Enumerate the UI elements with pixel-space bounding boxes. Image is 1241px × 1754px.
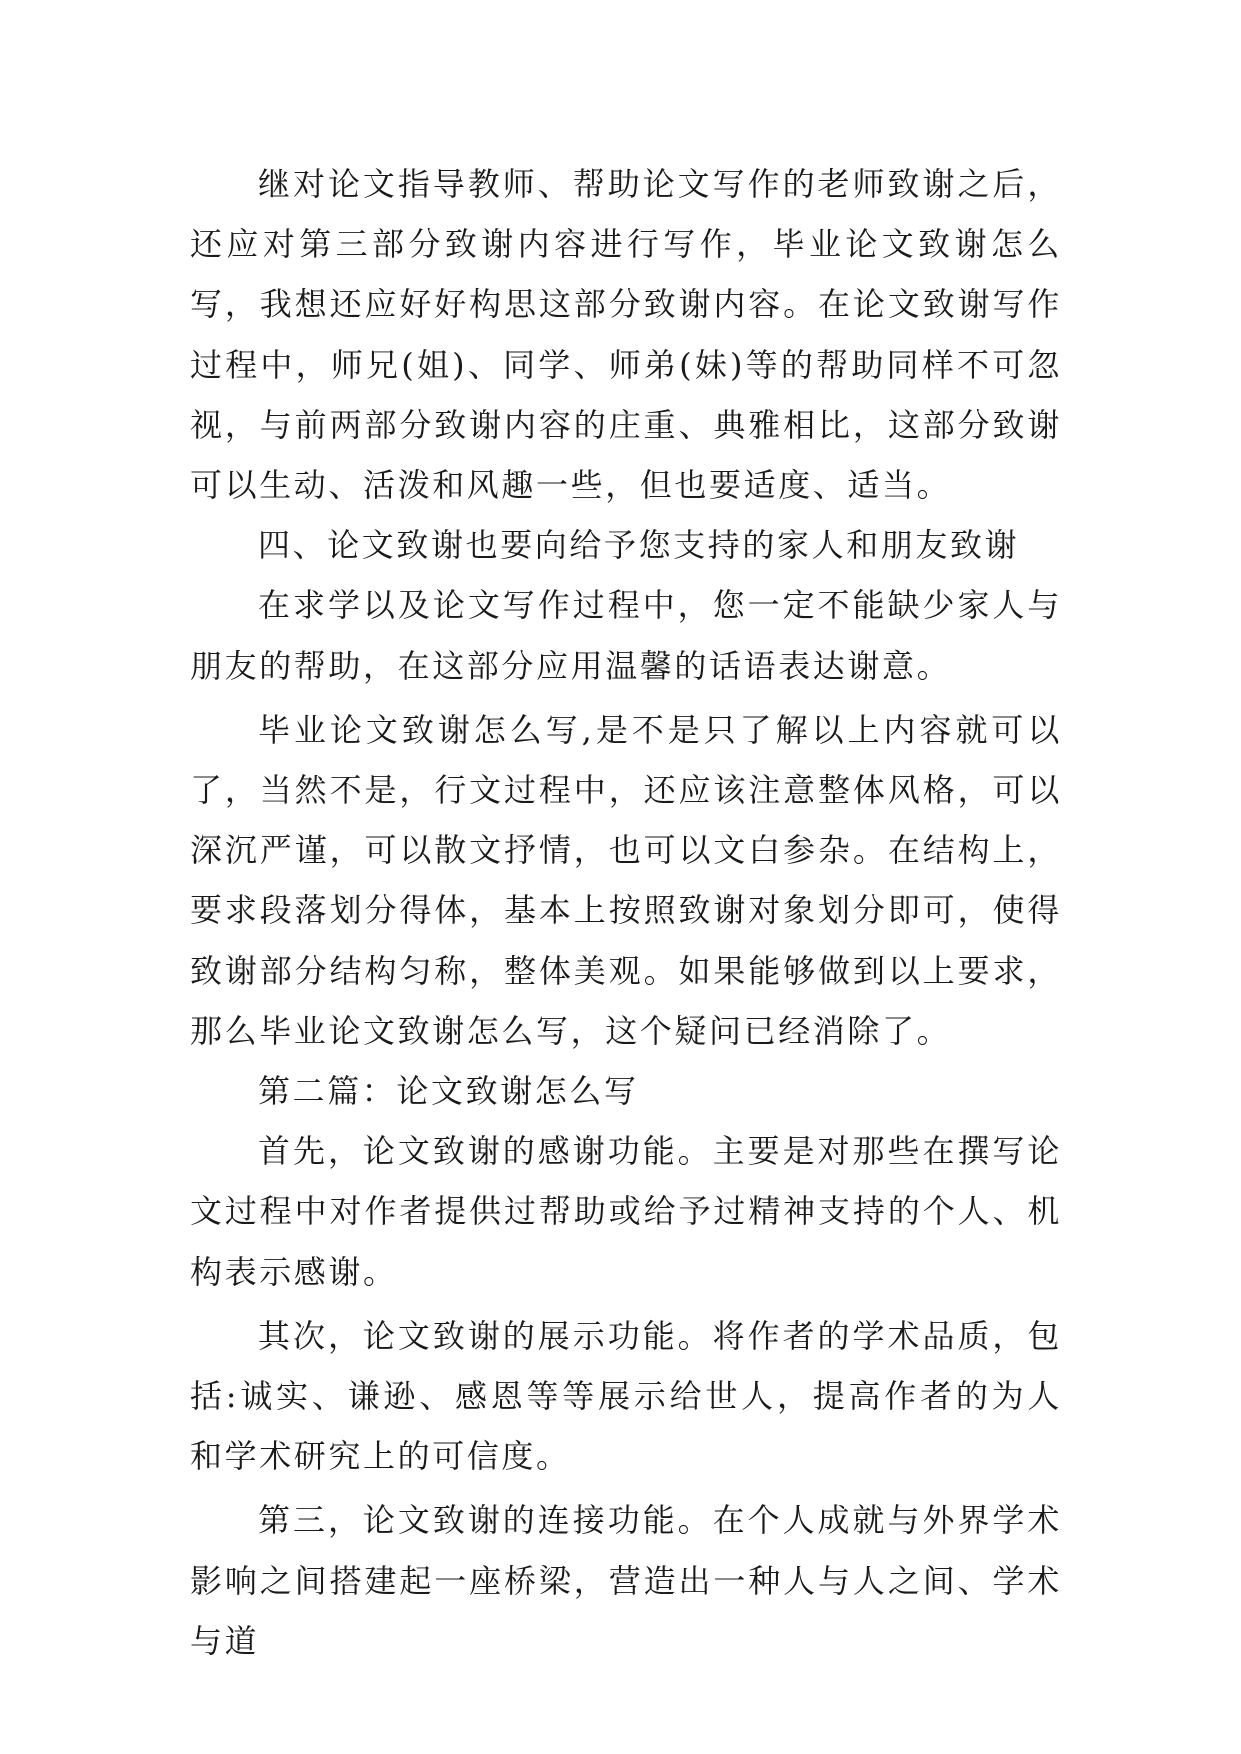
section-heading: 四、论文致谢也要向给予您支持的家人和朋友致谢: [258, 526, 1020, 565]
body-paragraph: 在求学以及论文写作过程中，您一定不能缺少家人与朋友的帮助，在这部分应用温馨的话语表达谢意。: [190, 586, 1062, 685]
body-paragraph: 继对论文指导教师、帮助论文写作的老师致谢之后，还应对第三部分致谢内容进行写作，毕业论文致谢怎么写，我想还应好好构思这部分致谢内容。在论文致谢写作过程中，师兄(姐)、同学、师弟(妹)等的帮助同样不可忽视，与前两部分致谢内容的庄重、典雅相比，这部分致谢可以生动、活泼和风趣一些，但也要适度、适当。: [190, 165, 1062, 505]
body-paragraph: 第三，论文致谢的连接功能。在个人成就与外界学术影响之间搭建起一座桥梁，营造出一种人与人之间、学术与道: [190, 1501, 1062, 1660]
body-paragraph: 其次，论文致谢的展示功能。将作者的学术品质，包括:诚实、谦逊、感恩等等展示给世人，提高作者的为人和学术研究上的可信度。: [190, 1316, 1062, 1476]
document-body: [190, 154, 1062, 1671]
chapter-heading: 第二篇：论文致谢怎么写: [258, 1072, 639, 1111]
body-paragraph: 首先，论文致谢的感谢功能。主要是对那些在撰写论文过程中对作者提供过帮助或给予过精神支持的个人、机构表示感谢。: [190, 1132, 1062, 1291]
body-paragraph: 毕业论文致谢怎么写,是不是只了解以上内容就可以了，当然不是，行文过程中，还应该注意整体风格，可以深沉严谨，可以散文抒情，也可以文白参杂。在结构上，要求段落划分得体，基本上按照致谢对象划分即可，使得致谢部分结构匀称，整体美观。如果能够做到以上要求，那么毕业论文致谢怎么写，这个疑问已经消除了。: [190, 710, 1062, 1050]
